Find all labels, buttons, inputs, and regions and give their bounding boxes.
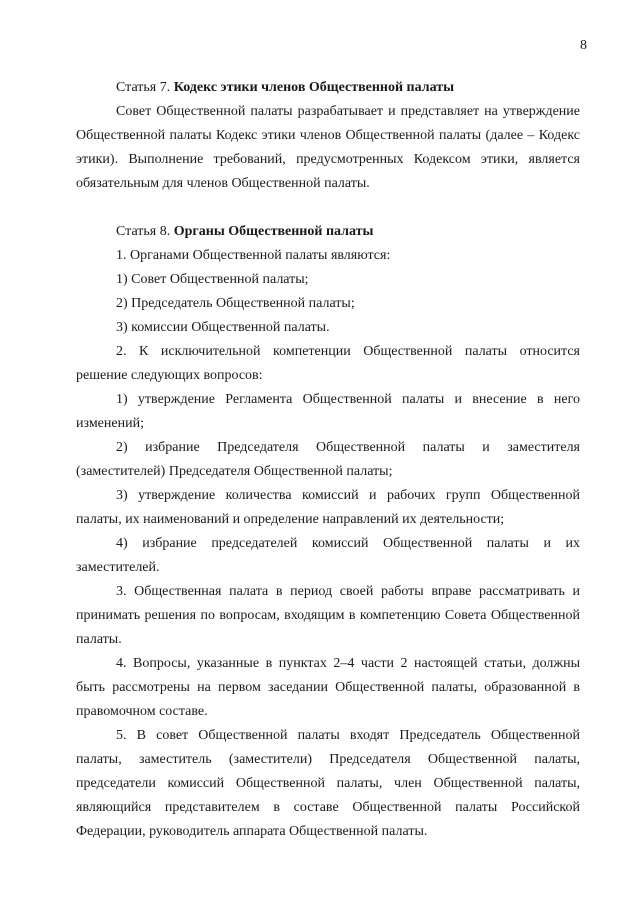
article-8-list-item: 3) утверждение количества комиссий и рабочих групп Общественной палаты, их наименований и определение направлений их деятельности;: [76, 488, 580, 527]
article-8-list-item: 1) утверждение Регламента Общественной палаты и внесение в него изменений;: [76, 392, 580, 431]
page-content: [76, 76, 580, 844]
page-number: 8: [580, 38, 587, 53]
section-spacer: [76, 196, 580, 220]
article-8-paragraph-4: 4. Вопросы, указанные в пунктах 2–4 части 2 настоящей статьи, должны быть рассмотрены на первом заседании Общественной палаты, образованной в правомочном составе.: [76, 656, 580, 719]
article-8-paragraph-1: 1. Органами Общественной палаты являются:: [116, 248, 391, 263]
article-8-prefix: Статья 8.: [116, 224, 171, 239]
article-7-prefix: Статья 7.: [116, 80, 171, 95]
article-7-heading: [76, 76, 580, 100]
article-8-paragraph-5: 5. В совет Общественной палаты входят Председатель Общественной палаты, заместитель (заместители) Председателя Общественной палаты, председатели комиссий Общественной палаты, член Общественной палаты, являющийся представителем в составе Общественной палаты Российской Федерации, руководитель аппарата Общественной палаты.: [76, 728, 580, 839]
article-8-title: Органы Общественной палаты: [173, 224, 374, 239]
article-8-list-item: 1) Совет Общественной палаты;: [116, 272, 309, 287]
article-8-list-item: 4) избрание председателей комиссий Общественной палаты и их заместителей.: [76, 536, 580, 575]
article-8-list-item: 3) комиссии Общественной палаты.: [116, 320, 330, 335]
article-7-paragraph: Совет Общественной палаты разрабатывает и представляет на утверждение Общественной палаты Кодекс этики членов Общественной палаты (далее – Кодекс этики). Выполнение требований, предусмотренных Кодексом этики, является обязательным для членов Общественной палаты.: [76, 104, 580, 191]
article-8-heading: [76, 220, 580, 244]
article-7-title: Кодекс этики членов Общественной палаты: [173, 80, 455, 95]
article-8-paragraph-2: 2. К исключительной компетенции Общественной палаты относится решение следующих вопросов:: [76, 344, 580, 383]
article-8-list-item: 2) Председатель Общественной палаты;: [116, 296, 355, 311]
article-8-paragraph-3: 3. Общественная палата в период своей работы вправе рассматривать и принимать решения по вопросам, входящим в компетенцию Совета Общественной палаты.: [76, 584, 580, 647]
article-8-list-item: 2) избрание Председателя Общественной палаты и заместителя (заместителей) Председателя Общественной палаты;: [76, 440, 580, 479]
